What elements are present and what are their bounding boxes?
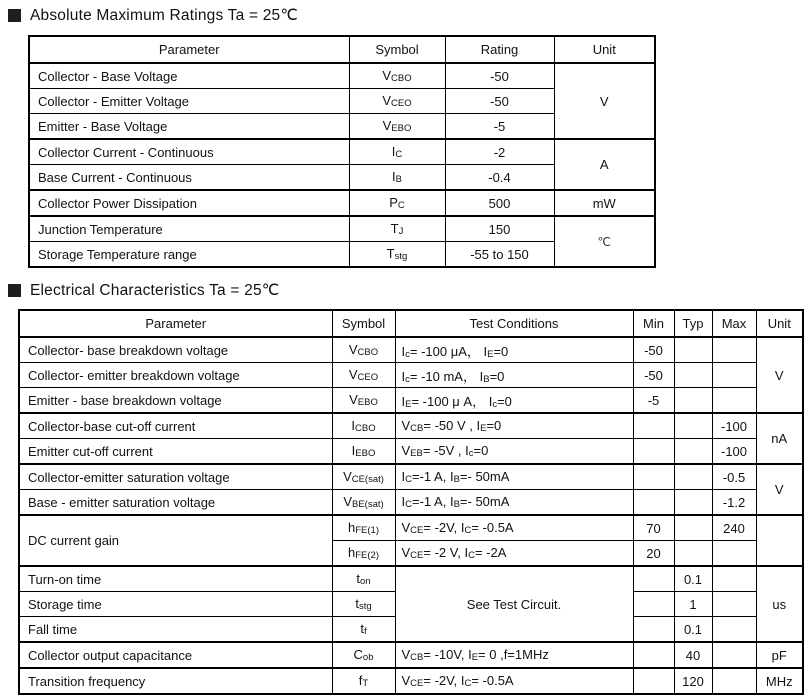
rating-cell: -55 to 150: [445, 242, 554, 268]
unit-cell: nA: [756, 413, 803, 464]
condition-cell: VCE= -2 V, IC= -2A: [395, 541, 633, 567]
symbol-cell: ton: [332, 566, 395, 592]
parameter-cell: Collector Current - Continuous: [29, 139, 349, 165]
subscript-text: c: [492, 398, 498, 410]
subscript-text: CE: [410, 678, 424, 689]
table-row: [29, 63, 655, 89]
column-header: Max: [712, 310, 756, 337]
rating-cell: -5: [445, 114, 554, 140]
subscript-text: C: [395, 149, 403, 160]
column-header: Unit: [756, 310, 803, 337]
rating-cell: -50: [445, 63, 554, 89]
parameter-cell: Collector- emitter breakdown voltage: [19, 363, 332, 388]
unit-cell: V: [554, 63, 655, 139]
subscript-text: on: [360, 576, 371, 587]
parameter-cell: Base - emitter saturation voltage: [19, 490, 332, 516]
subscript-text: C: [397, 200, 405, 211]
condition-cell: IE= -100 μ A， Ic=0: [395, 388, 633, 414]
symbol-cell: Cob: [332, 642, 395, 668]
table-row: [19, 464, 803, 490]
typ-cell: [674, 439, 712, 465]
subscript-text: EBO: [391, 123, 412, 134]
rating-cell: -2: [445, 139, 554, 165]
parameter-cell: DC current gain: [19, 515, 332, 566]
min-cell: [633, 490, 674, 516]
symbol-cell: VCE(sat): [332, 464, 395, 490]
min-cell: 70: [633, 515, 674, 541]
table-row: [19, 490, 803, 516]
parameter-cell: Base Current - Continuous: [29, 165, 349, 191]
max-cell: -100: [712, 413, 756, 439]
table-row: [19, 566, 803, 592]
table-row: [19, 363, 803, 388]
column-header: Symbol: [349, 36, 445, 63]
min-cell: [633, 464, 674, 490]
min-cell: [633, 642, 674, 668]
max-cell: -0.5: [712, 464, 756, 490]
subscript-text: CBO: [355, 423, 376, 434]
condition-cell: See Test Circuit.: [395, 566, 633, 642]
typ-cell: [674, 413, 712, 439]
parameter-cell: Transition frequency: [19, 668, 332, 694]
condition-cell: Ic= -100 μA， IE=0: [395, 337, 633, 363]
unit-cell: V: [756, 464, 803, 515]
unit-cell: A: [554, 139, 655, 190]
min-cell: [633, 617, 674, 643]
parameter-cell: Turn-on time: [19, 566, 332, 592]
unit-cell: mW: [554, 190, 655, 216]
table-row: [29, 190, 655, 216]
subscript-text: C: [468, 550, 475, 561]
condition-cell: IC=-1 A, IB=- 50mA: [395, 490, 633, 516]
column-header: Test Conditions: [395, 310, 633, 337]
parameter-cell: Storage Temperature range: [29, 242, 349, 268]
absolute-maximum-ratings-table-wrap: [28, 35, 810, 268]
subscript-text: CBO: [357, 347, 379, 358]
subscript-text: T: [362, 678, 369, 689]
typ-cell: [674, 515, 712, 541]
subscript-text: B: [395, 174, 402, 185]
max-cell: [712, 642, 756, 668]
column-header: Unit: [554, 36, 655, 63]
condition-cell: VCB= -10V, IE= 0 ,f=1MHz: [395, 642, 633, 668]
parameter-cell: Junction Temperature: [29, 216, 349, 242]
subscript-text: f: [363, 626, 367, 637]
max-cell: [712, 592, 756, 617]
typ-cell: [674, 490, 712, 516]
condition-cell: VCB= -50 V , IE=0: [395, 413, 633, 439]
subscript-text: CBO: [391, 73, 412, 84]
table-row: [19, 515, 803, 541]
parameter-cell: Collector-emitter saturation voltage: [19, 464, 332, 490]
header-row: [29, 36, 655, 63]
subscript-text: C: [405, 474, 412, 485]
column-header: Rating: [445, 36, 554, 63]
subscript-text: stg: [358, 601, 372, 612]
max-cell: [712, 668, 756, 694]
subscript-text: B: [453, 499, 460, 510]
symbol-cell: hFE(1): [332, 515, 395, 541]
rating-cell: -50: [445, 89, 554, 114]
subscript-text: CE(sat): [351, 474, 384, 485]
parameter-cell: Fall time: [19, 617, 332, 643]
subscript-text: B: [453, 474, 460, 485]
section-title-electrical-characteristics: [8, 281, 810, 300]
parameter-cell: Emitter cut-off current: [19, 439, 332, 465]
typ-cell: [674, 337, 712, 363]
section-title-absolute-maximum-ratings: [8, 6, 810, 25]
min-cell: 20: [633, 541, 674, 567]
table-row: [19, 388, 803, 414]
typ-cell: 1: [674, 592, 712, 617]
typ-cell: 0.1: [674, 617, 712, 643]
symbol-cell: VEBO: [349, 114, 445, 140]
unit-cell: V: [756, 337, 803, 413]
max-cell: -1.2: [712, 490, 756, 516]
header-row: [19, 310, 803, 337]
absolute-maximum-ratings-table: [28, 35, 656, 268]
condition-cell: IC=-1 A, IB=- 50mA: [395, 464, 633, 490]
rating-cell: 500: [445, 190, 554, 216]
subscript-text: C: [405, 499, 412, 510]
typ-cell: [674, 464, 712, 490]
parameter-cell: Collector output capacitance: [19, 642, 332, 668]
min-cell: -50: [633, 363, 674, 388]
min-cell: [633, 439, 674, 465]
symbol-cell: IB: [349, 165, 445, 191]
condition-cell: VCE= -2V, IC= -0.5A: [395, 668, 633, 694]
min-cell: [633, 668, 674, 694]
max-cell: [712, 617, 756, 643]
column-header: Min: [633, 310, 674, 337]
subscript-text: C: [464, 678, 472, 689]
max-cell: [712, 541, 756, 567]
column-header: Parameter: [19, 310, 332, 337]
subscript-text: FE(2): [355, 550, 379, 561]
max-cell: -100: [712, 439, 756, 465]
condition-cell: Ic= -10 mA， IB=0: [395, 363, 633, 388]
column-header: Symbol: [332, 310, 395, 337]
column-header: Typ: [674, 310, 712, 337]
symbol-cell: VCBO: [332, 337, 395, 363]
section-title-text: Absolute Maximum Ratings Ta = 25℃: [30, 7, 298, 24]
min-cell: -50: [633, 337, 674, 363]
parameter-cell: Collector-base cut-off current: [19, 413, 332, 439]
min-cell: [633, 592, 674, 617]
rating-cell: -0.4: [445, 165, 554, 191]
min-cell: -5: [633, 388, 674, 414]
parameter-cell: Storage time: [19, 592, 332, 617]
symbol-cell: IC: [349, 139, 445, 165]
column-header: Parameter: [29, 36, 349, 63]
subscript-text: c: [405, 348, 410, 360]
section-marker-icon: [8, 9, 21, 22]
condition-cell: VCE= -2V, IC= -0.5A: [395, 515, 633, 541]
typ-cell: 40: [674, 642, 712, 668]
table-row: [19, 642, 803, 668]
parameter-cell: Collector - Base Voltage: [29, 63, 349, 89]
table-row: [29, 139, 655, 165]
table-row: [29, 216, 655, 242]
subscript-text: J: [398, 226, 404, 237]
symbol-cell: IEBO: [332, 439, 395, 465]
subscript-text: BE(sat): [351, 499, 384, 510]
subscript-text: B: [483, 373, 490, 385]
unit-cell: pF: [756, 642, 803, 668]
symbol-cell: TJ: [349, 216, 445, 242]
typ-cell: 120: [674, 668, 712, 694]
max-cell: [712, 566, 756, 592]
min-cell: [633, 566, 674, 592]
electrical-characteristics-table-wrap: [18, 309, 810, 695]
symbol-cell: hFE(2): [332, 541, 395, 567]
subscript-text: EBO: [355, 448, 376, 459]
typ-cell: [674, 363, 712, 388]
rating-cell: 150: [445, 216, 554, 242]
subscript-text: CB: [410, 423, 424, 434]
subscript-text: E: [471, 652, 479, 663]
symbol-cell: VBE(sat): [332, 490, 395, 516]
typ-cell: 0.1: [674, 566, 712, 592]
table-row: [19, 439, 803, 465]
symbol-cell: tf: [332, 617, 395, 643]
subscript-text: CE: [410, 525, 424, 536]
subscript-text: c: [468, 448, 474, 459]
condition-cell: VEB= -5V , Ic=0: [395, 439, 633, 465]
table-row: [19, 413, 803, 439]
max-cell: [712, 363, 756, 388]
symbol-cell: VCBO: [349, 63, 445, 89]
max-cell: [712, 388, 756, 414]
subscript-text: CEO: [357, 372, 379, 383]
subscript-text: c: [405, 373, 410, 385]
symbol-cell: tstg: [332, 592, 395, 617]
parameter-cell: Collector Power Dissipation: [29, 190, 349, 216]
subscript-text: E: [487, 348, 494, 360]
section-title-text: Electrical Characteristics Ta = 25℃: [30, 282, 280, 299]
unit-cell: MHz: [756, 668, 803, 694]
subscript-text: C: [464, 525, 472, 536]
typ-cell: [674, 388, 712, 414]
max-cell: [712, 337, 756, 363]
parameter-cell: Collector - Emitter Voltage: [29, 89, 349, 114]
table-row: [19, 668, 803, 694]
parameter-cell: Emitter - base breakdown voltage: [19, 388, 332, 414]
symbol-cell: ICBO: [332, 413, 395, 439]
subscript-text: E: [405, 398, 412, 410]
subscript-text: FE(1): [355, 525, 379, 536]
unit-cell: ℃: [554, 216, 655, 267]
unit-cell: us: [756, 566, 803, 642]
electrical-characteristics-table: [18, 309, 804, 695]
subscript-text: CB: [410, 652, 424, 663]
subscript-text: CEO: [391, 98, 412, 109]
parameter-cell: Emitter - Base Voltage: [29, 114, 349, 140]
unit-cell: [756, 515, 803, 566]
subscript-text: ob: [362, 652, 374, 663]
subscript-text: CE: [410, 550, 424, 561]
max-cell: 240: [712, 515, 756, 541]
subscript-text: stg: [394, 251, 408, 262]
table-row: [19, 337, 803, 363]
symbol-cell: PC: [349, 190, 445, 216]
min-cell: [633, 413, 674, 439]
parameter-cell: Collector- base breakdown voltage: [19, 337, 332, 363]
section-marker-icon: [8, 284, 21, 297]
symbol-cell: VCEO: [332, 363, 395, 388]
subscript-text: EBO: [357, 397, 378, 408]
symbol-cell: Tstg: [349, 242, 445, 268]
symbol-cell: VCEO: [349, 89, 445, 114]
typ-cell: [674, 541, 712, 567]
symbol-cell: VEBO: [332, 388, 395, 414]
subscript-text: EB: [410, 448, 423, 459]
symbol-cell: fT: [332, 668, 395, 694]
subscript-text: E: [480, 423, 487, 434]
